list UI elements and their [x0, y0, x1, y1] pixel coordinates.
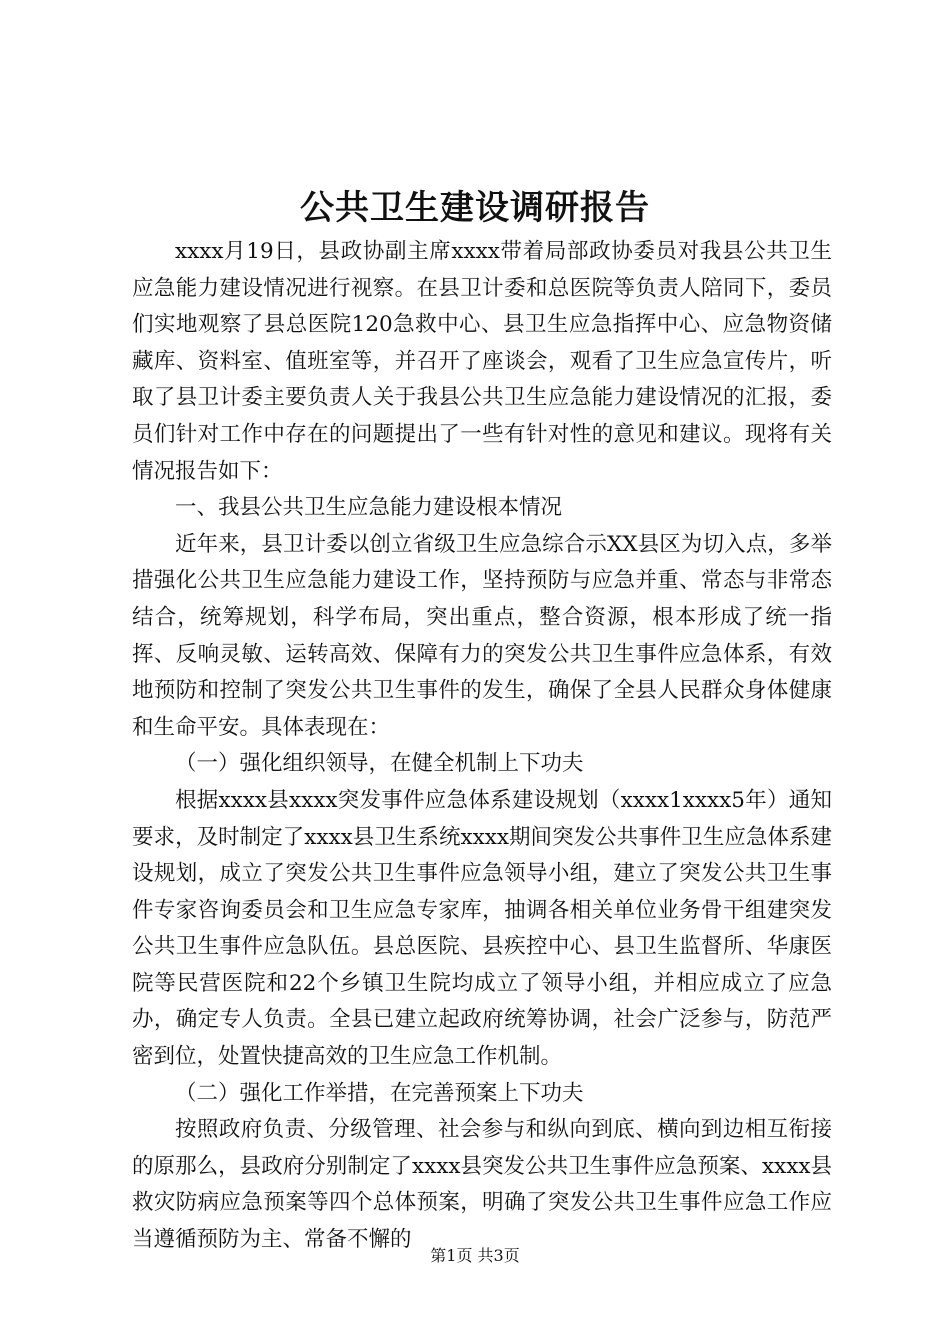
document-body: [132, 234, 832, 1259]
paragraph-plans: 按照政府负责、分级管理、社会参与和纵向到底、横向到边相互衔接的原那么，县政府分别制定了xxxx县突发公共卫生事件应急预案、xxxx县救灾防病应急预案等四个总体预案，明确了突发公共卫生事件应急工作应当遵循预防为主、常备不懈的: [132, 1117, 832, 1253]
document-title: 公共卫生建设调研报告: [300, 188, 650, 228]
subsection-heading-1: （一）强化组织领导，在健全机制上下功夫: [175, 751, 584, 777]
paragraph-organization: 根据xxxx县xxxx突发事件应急体系建设规划（xxxx1xxxx5年）通知要求，及时制定了xxxx县卫生系统xxxx期间突发公共事件卫生应急体系建设规划，成立了突发公共卫生事件应急领导小组，建立了突发公共卫生事件专家咨询委员会和卫生应急专家库，抽调各相关单位业务骨干组建突发公共卫生事件应急队伍。县总医院、县疾控中心、县卫生监督所、华康医院等民营医院和22个乡镇卫生院均成立了领导小组，并相应成立了应急办，确定专人负责。全县已建立起政府统筹协调，社会广泛参与，防范严密到位，处置快捷高效的卫生应急工作机制。: [132, 787, 832, 1070]
subsection-heading-2: （二）强化工作举措，在完善预案上下功夫: [175, 1080, 584, 1106]
paragraph-overview: 近年来，县卫计委以创立省级卫生应急综合示XX县区为切入点，多举措强化公共卫生应急能力建设工作，坚持预防与应急并重、常态与非常态结合，统筹规划，科学布局，突出重点，整合资源，根本形成了统一指挥、反响灵敏、运转高效、保障有力的突发公共卫生事件应急体系，有效地预防和控制了突发公共卫生事件的发生，确保了全县人民群众身体健康和生命平安。具体表现在：: [132, 531, 832, 740]
paragraph-intro: xxxx月19日，县政协副主席xxxx带着局部政协委员对我县公共卫生应急能力建设情况进行视察。在县卫计委和总医院等负责人陪同下，委员们实地观察了县总医院120急救中心、县卫生应急指挥中心、应急物资储藏库、资料室、值班室等，并召开了座谈会，观看了卫生应急宣传片，听取了县卫计委主要负责人关于我县公共卫生应急能力建设情况的汇报，委员们针对工作中存在的问题提出了一些有针对性的意见和建议。现将有关情况报告如下：: [132, 239, 832, 484]
section-heading-1: 一、我县公共卫生应急能力建设根本情况: [175, 495, 563, 521]
page-footer: 第1页 共3页: [430, 1246, 520, 1265]
